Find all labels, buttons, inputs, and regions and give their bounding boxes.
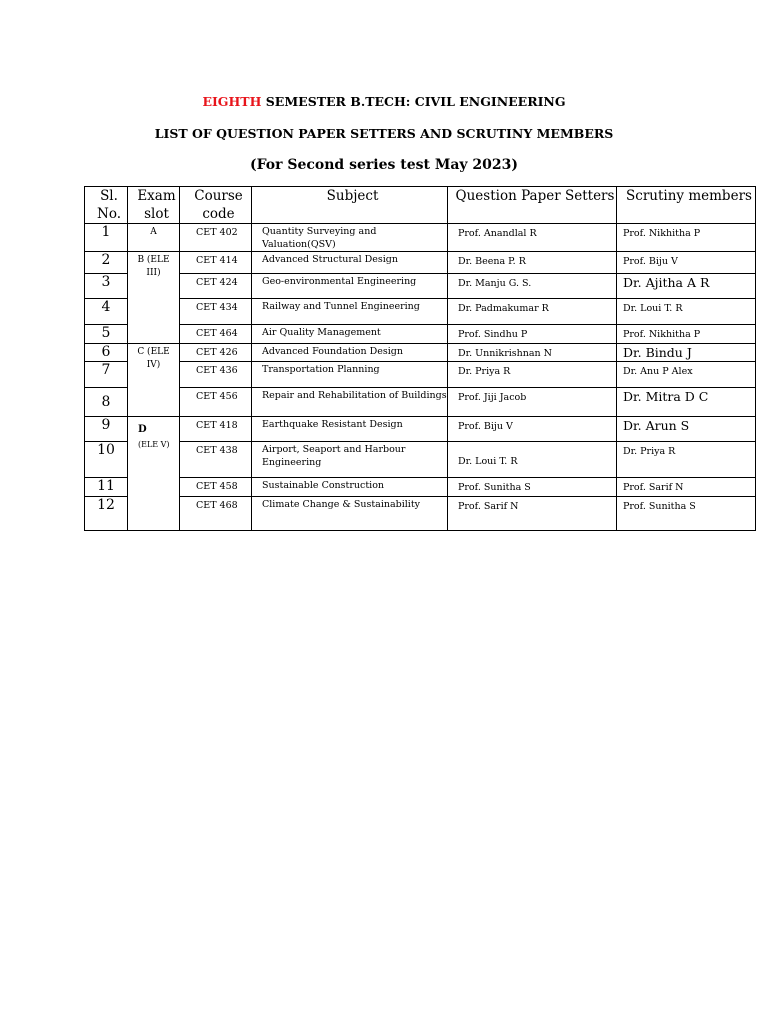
scrutiny-cell: Dr. Loui T. R: [617, 299, 756, 325]
document-title: [0, 94, 768, 109]
course-code-cell: CET 434: [180, 299, 252, 325]
table-row: [85, 362, 756, 388]
setter-cell: Prof. Sunitha S: [448, 478, 617, 497]
sl-no-cell: 3: [85, 274, 128, 299]
sl-no-cell: 5: [85, 325, 128, 344]
subject-cell: Advanced Structural Design: [252, 252, 448, 274]
sl-no-cell: 1: [85, 224, 128, 252]
setter-cell: Dr. Unnikrishnan N: [448, 344, 617, 362]
subject-cell: Airport, Seaport and Harbour Engineering: [252, 442, 448, 478]
exam-slot-a: A: [128, 224, 180, 252]
table-row: [85, 388, 756, 417]
course-code-cell: CET 436: [180, 362, 252, 388]
table-row: [85, 252, 756, 274]
setter-cell: Dr. Priya R: [448, 362, 617, 388]
table-row: [85, 442, 756, 478]
subject-cell: Earthquake Resistant Design: [252, 417, 448, 442]
scrutiny-cell: Dr. Arun S: [617, 417, 756, 442]
subject-cell: Sustainable Construction: [252, 478, 448, 497]
test-description: (For Second series test May 2023): [249, 157, 519, 173]
title-highlight: EIGHTH: [202, 94, 262, 109]
setter-cell: Dr. Padmakumar R: [448, 299, 617, 325]
setter-cell: Dr. Manju G. S.: [448, 274, 617, 299]
exam-slot-d: [128, 417, 180, 531]
sl-no-cell: 10: [85, 442, 128, 478]
course-code-cell: CET 424: [180, 274, 252, 299]
course-code-cell: CET 426: [180, 344, 252, 362]
setter-cell: Prof. Sarif N: [448, 497, 617, 531]
course-code-cell: CET 438: [180, 442, 252, 478]
sl-no-cell: 4: [85, 299, 128, 325]
setter-cell: Dr. Beena P. R: [448, 252, 617, 274]
sl-no-cell: 2: [85, 252, 128, 274]
course-code-cell: CET 418: [180, 417, 252, 442]
subject-cell: Repair and Rehabilitation of Buildings: [252, 388, 448, 417]
table-row: [85, 325, 756, 344]
scrutiny-cell: Prof. Sunitha S: [617, 497, 756, 531]
course-code-cell: CET 468: [180, 497, 252, 531]
sl-no-cell: 9: [85, 417, 128, 442]
course-code-cell: CET 464: [180, 325, 252, 344]
table-row: [85, 417, 756, 442]
exam-slot-d-label: D: [138, 424, 147, 435]
exam-slot-c: C (ELE IV): [128, 344, 180, 417]
subject-cell: Geo-environmental Engineering: [252, 274, 448, 299]
subject-cell: Air Quality Management: [252, 325, 448, 344]
header-course-code: Course code: [180, 187, 252, 224]
header-exam-slot: Exam slot: [128, 187, 180, 224]
scrutiny-cell: Dr. Bindu J: [617, 344, 756, 362]
sl-no-cell: 11: [85, 478, 128, 497]
subject-cell: Advanced Foundation Design: [252, 344, 448, 362]
course-code-cell: CET 458: [180, 478, 252, 497]
course-code-cell: CET 402: [180, 224, 252, 252]
exam-slot-b: B (ELE III): [128, 252, 180, 344]
table-header-row: [85, 187, 756, 224]
subject-cell: Transportation Planning: [252, 362, 448, 388]
sl-no-cell: 12: [85, 497, 128, 531]
header-sl-no: Sl. No.: [85, 187, 128, 224]
sl-no-cell: 6: [85, 344, 128, 362]
subject-cell: Railway and Tunnel Engineering: [252, 299, 448, 325]
exam-slot-d-sub: (ELE V): [138, 440, 170, 449]
setter-cell: Prof. Biju V: [448, 417, 617, 442]
setters-table: [84, 186, 756, 531]
table-row: [85, 478, 756, 497]
scrutiny-cell: Dr. Anu P Alex: [617, 362, 756, 388]
setter-cell: Dr. Loui T. R: [448, 442, 617, 478]
table-row: [85, 497, 756, 531]
subject-cell: Climate Change & Sustainability: [252, 497, 448, 531]
course-code-cell: CET 414: [180, 252, 252, 274]
scrutiny-cell: Prof. Nikhitha P: [617, 325, 756, 344]
header-setters: Question Paper Setters: [448, 187, 617, 224]
scrutiny-cell: Dr. Priya R: [617, 442, 756, 478]
scrutiny-cell: Dr. Ajitha A R: [617, 274, 756, 299]
scrutiny-cell: Dr. Mitra D C: [617, 388, 756, 417]
setter-cell: Prof. Sindhu P: [448, 325, 617, 344]
course-code-cell: CET 456: [180, 388, 252, 417]
setter-cell: Prof. Jiji Jacob: [448, 388, 617, 417]
table-row: [85, 344, 756, 362]
document-subtitle: LIST OF QUESTION PAPER SETTERS AND SCRUTINY MEMBERS: [154, 126, 614, 141]
sl-no-cell: 8: [85, 388, 128, 417]
scrutiny-cell: Prof. Sarif N: [617, 478, 756, 497]
header-scrutiny: Scrutiny members: [617, 187, 756, 224]
scrutiny-cell: Prof. Nikhitha P: [617, 224, 756, 252]
header-subject: Subject: [252, 187, 448, 224]
title-rest: SEMESTER B.TECH: CIVIL ENGINEERING: [261, 94, 566, 109]
setter-cell: Prof. Anandlal R: [448, 224, 617, 252]
sl-no-cell: 7: [85, 362, 128, 388]
table-row: [85, 299, 756, 325]
scrutiny-cell: Prof. Biju V: [617, 252, 756, 274]
subject-cell: Quantity Surveying and Valuation(QSV): [252, 224, 448, 252]
table-row: [85, 274, 756, 299]
table-row: [85, 224, 756, 252]
